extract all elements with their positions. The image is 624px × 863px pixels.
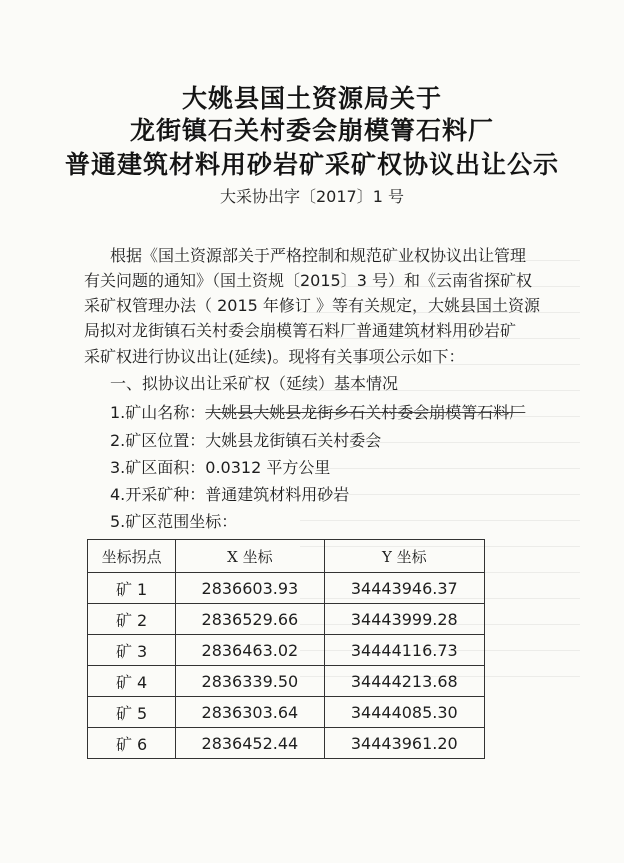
table-row (88, 604, 485, 635)
location-row (110, 430, 381, 452)
area-row (110, 457, 330, 479)
y-value: 34444213.68 (324, 666, 484, 697)
paragraph-line-3: 采矿权管理办法（ 2015 年修订 》等有关规定，大姚县国土资源 (84, 296, 540, 315)
title-line-3: 普通建筑材料用砂岩矿采矿权协议出让公示 (64, 150, 559, 179)
mineral-label: 4.开采矿种： (110, 485, 206, 504)
header-corner-point: 坐标拐点 (88, 540, 176, 573)
mineral-value: 普通建筑材料用砂岩 (205, 485, 350, 504)
paragraph-line-4: 局拟对龙街镇石关村委会崩模箐石料厂普通建筑材料用砂岩矿 (84, 321, 517, 340)
area-label: 3.矿区面积： (110, 458, 206, 477)
x-value: 2836452.44 (176, 728, 324, 759)
paragraph-line-1: 根据《国土资源部关于严格控制和规范矿业权协议出让管理 (110, 246, 527, 265)
header-x-coord: X 坐标 (176, 540, 324, 573)
y-value: 34443961.20 (324, 728, 484, 759)
paragraph-line-2: 有关问题的通知》（国土资规〔2015〕3 号）和《云南省探矿权 (84, 271, 532, 290)
section-heading: 一、拟协议出让采矿权（延续）基本情况 (110, 374, 399, 393)
title-line-1: 大姚县国土资源局关于 (181, 84, 442, 113)
location-label: 2.矿区位置： (110, 431, 206, 450)
x-value: 2836463.02 (176, 635, 324, 666)
title-line-2: 龙街镇石关村委会崩模箐石料厂 (129, 116, 494, 145)
area-value: 0.0312 平方公里 (205, 458, 331, 477)
location-value: 大姚县龙街镇石关村委会 (205, 431, 382, 450)
y-value: 34444116.73 (324, 635, 484, 666)
coords-label: 5.矿区范围坐标： (110, 512, 238, 531)
point-label: 矿 3 (88, 635, 176, 666)
x-value: 2836303.64 (176, 697, 324, 728)
table-row (88, 635, 485, 666)
y-value: 34443999.28 (324, 604, 484, 635)
point-label: 矿 6 (88, 728, 176, 759)
point-label: 矿 4 (88, 666, 176, 697)
header-y-coord: Y 坐标 (324, 540, 484, 573)
x-value: 2836339.50 (176, 666, 324, 697)
table-row (88, 697, 485, 728)
document-number: 大采协出字〔2017〕1 号 (220, 187, 404, 206)
point-label: 矿 5 (88, 697, 176, 728)
point-label: 矿 1 (88, 573, 176, 604)
table-row (88, 573, 485, 604)
point-label: 矿 2 (88, 604, 176, 635)
mineral-row (110, 484, 349, 506)
y-value: 34444085.30 (324, 697, 484, 728)
mine-name-label: 1.矿山名称： (110, 403, 206, 422)
table-header-row (88, 540, 485, 573)
coordinates-table (87, 539, 485, 759)
table-row (88, 728, 485, 759)
x-value: 2836529.66 (176, 604, 324, 635)
paragraph-line-5: 采矿权进行协议出让(延续)。现将有关事项公示如下： (84, 347, 465, 366)
mine-name-row (110, 402, 525, 424)
table-row (88, 666, 485, 697)
mine-name-value: 大姚县大姚县龙街乡石关村委会崩模箐石料厂 (205, 403, 526, 422)
x-value: 2836603.93 (176, 573, 324, 604)
y-value: 34443946.37 (324, 573, 484, 604)
